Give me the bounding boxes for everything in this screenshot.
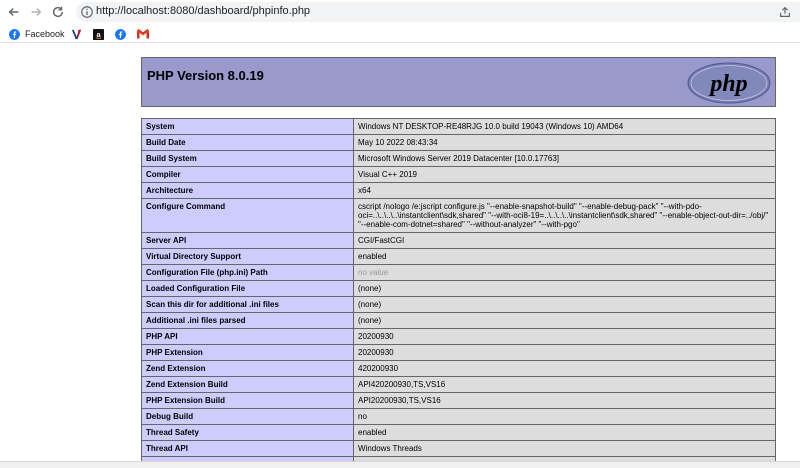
row-value: CGI/FastCGI <box>354 233 776 249</box>
row-key: Configuration File (php.ini) Path <box>142 265 354 281</box>
table-row <box>142 249 776 265</box>
info-icon[interactable] <box>80 5 94 19</box>
row-key: Debug Build <box>142 409 354 425</box>
table-row <box>142 313 776 329</box>
row-key: Zend Extension Build <box>142 377 354 393</box>
arrow-right-icon <box>29 5 43 19</box>
row-value: x64 <box>354 183 776 199</box>
row-key: Configure Command <box>142 199 354 233</box>
bookmark-gmail[interactable] <box>137 27 149 41</box>
row-value: API420200930,TS,VS16 <box>354 377 776 393</box>
back-button[interactable] <box>5 3 23 21</box>
table-row <box>142 393 776 409</box>
reload-button[interactable] <box>49 3 67 21</box>
row-value: Microsoft Windows Server 2019 Datacenter [10.0.17763] <box>354 151 776 167</box>
php-logo-text: php <box>710 71 748 97</box>
arrow-left-icon <box>7 5 21 19</box>
row-key: Build Date <box>142 135 354 151</box>
row-value: (none) <box>354 297 776 313</box>
bookmark-v-icon <box>71 29 82 40</box>
php-logo <box>687 62 771 104</box>
row-key: Scan this dir for additional .ini files <box>142 297 354 313</box>
table-row <box>142 345 776 361</box>
row-key: Compiler <box>142 167 354 183</box>
facebook-icon <box>9 29 20 40</box>
row-value: Visual C++ 2019 <box>354 167 776 183</box>
row-value: enabled <box>354 249 776 265</box>
forward-button[interactable] <box>27 3 45 21</box>
table-row <box>142 199 776 233</box>
reload-icon <box>51 5 65 19</box>
bookmark-v[interactable] <box>71 27 82 41</box>
address-bar[interactable] <box>76 2 800 22</box>
row-key: PHP Extension Build <box>142 393 354 409</box>
row-key: Server API <box>142 233 354 249</box>
table-row <box>142 441 776 457</box>
page-title: PHP Version 8.0.19 <box>147 68 264 83</box>
row-key: Loaded Configuration File <box>142 281 354 297</box>
table-row <box>142 233 776 249</box>
table-row <box>142 167 776 183</box>
row-value: enabled <box>354 425 776 441</box>
row-key: Additional .ini files parsed <box>142 313 354 329</box>
row-value: 20200930 <box>354 329 776 345</box>
browser-toolbar <box>0 0 800 24</box>
row-value: no <box>354 409 776 425</box>
row-key: Virtual Directory Support <box>142 249 354 265</box>
amazon-icon <box>93 29 104 40</box>
row-key: Zend Extension <box>142 361 354 377</box>
share-icon[interactable] <box>778 5 792 19</box>
row-value: Windows NT DESKTOP-RE48RJG 10.0 build 19043 (Windows 10) AMD64 <box>354 119 776 135</box>
bookmarks-bar <box>0 24 800 43</box>
svg-text:a: a <box>96 29 101 39</box>
bookmark-label: Facebook <box>25 29 65 39</box>
table-row <box>142 135 776 151</box>
row-value: API20200930,TS,VS16 <box>354 393 776 409</box>
table-row <box>142 297 776 313</box>
table-row <box>142 425 776 441</box>
bookmark-amazon[interactable] <box>93 27 104 41</box>
row-key: System <box>142 119 354 135</box>
row-key: PHP Extension <box>142 345 354 361</box>
row-key: PHP API <box>142 329 354 345</box>
row-value: (none) <box>354 281 776 297</box>
horizontal-scrollbar[interactable] <box>0 461 800 468</box>
gmail-icon <box>137 29 149 39</box>
table-row <box>142 361 776 377</box>
row-value: May 10 2022 08:43:34 <box>354 135 776 151</box>
php-header <box>141 57 776 107</box>
bookmark-facebook-2[interactable] <box>115 27 126 41</box>
table-row <box>142 409 776 425</box>
row-key: Build System <box>142 151 354 167</box>
page-content <box>0 44 800 468</box>
row-value: Windows Threads <box>354 441 776 457</box>
table-row <box>142 265 776 281</box>
url-text[interactable]: http://localhost:8080/dashboard/phpinfo.php <box>96 5 311 17</box>
row-key: Thread API <box>142 441 354 457</box>
row-key: Thread Safety <box>142 425 354 441</box>
php-info-table <box>141 118 776 468</box>
table-row <box>142 329 776 345</box>
table-row <box>142 119 776 135</box>
row-value: no value <box>354 265 776 281</box>
row-value: 420200930 <box>354 361 776 377</box>
table-row <box>142 281 776 297</box>
facebook-icon <box>115 29 126 40</box>
table-row <box>142 151 776 167</box>
row-value: cscript /nologo /e:jscript configure.js "--enable-snapshot-build" "--enable-debug-pack" "--with-pdo-oci=..\..\..\..\instantclient\sdk,shared" "--with-oci8-19=..\..\..\..\instantclient\sdk,shared" "--enable-object-out-dir=../obj/" "--enable-com-dotnet=shared" "--without-analyzer" "--with-pgo" <box>354 199 776 233</box>
row-value: (none) <box>354 313 776 329</box>
row-value: 20200930 <box>354 345 776 361</box>
bookmark-facebook[interactable] <box>9 27 65 41</box>
table-row <box>142 377 776 393</box>
table-row <box>142 183 776 199</box>
row-key: Architecture <box>142 183 354 199</box>
